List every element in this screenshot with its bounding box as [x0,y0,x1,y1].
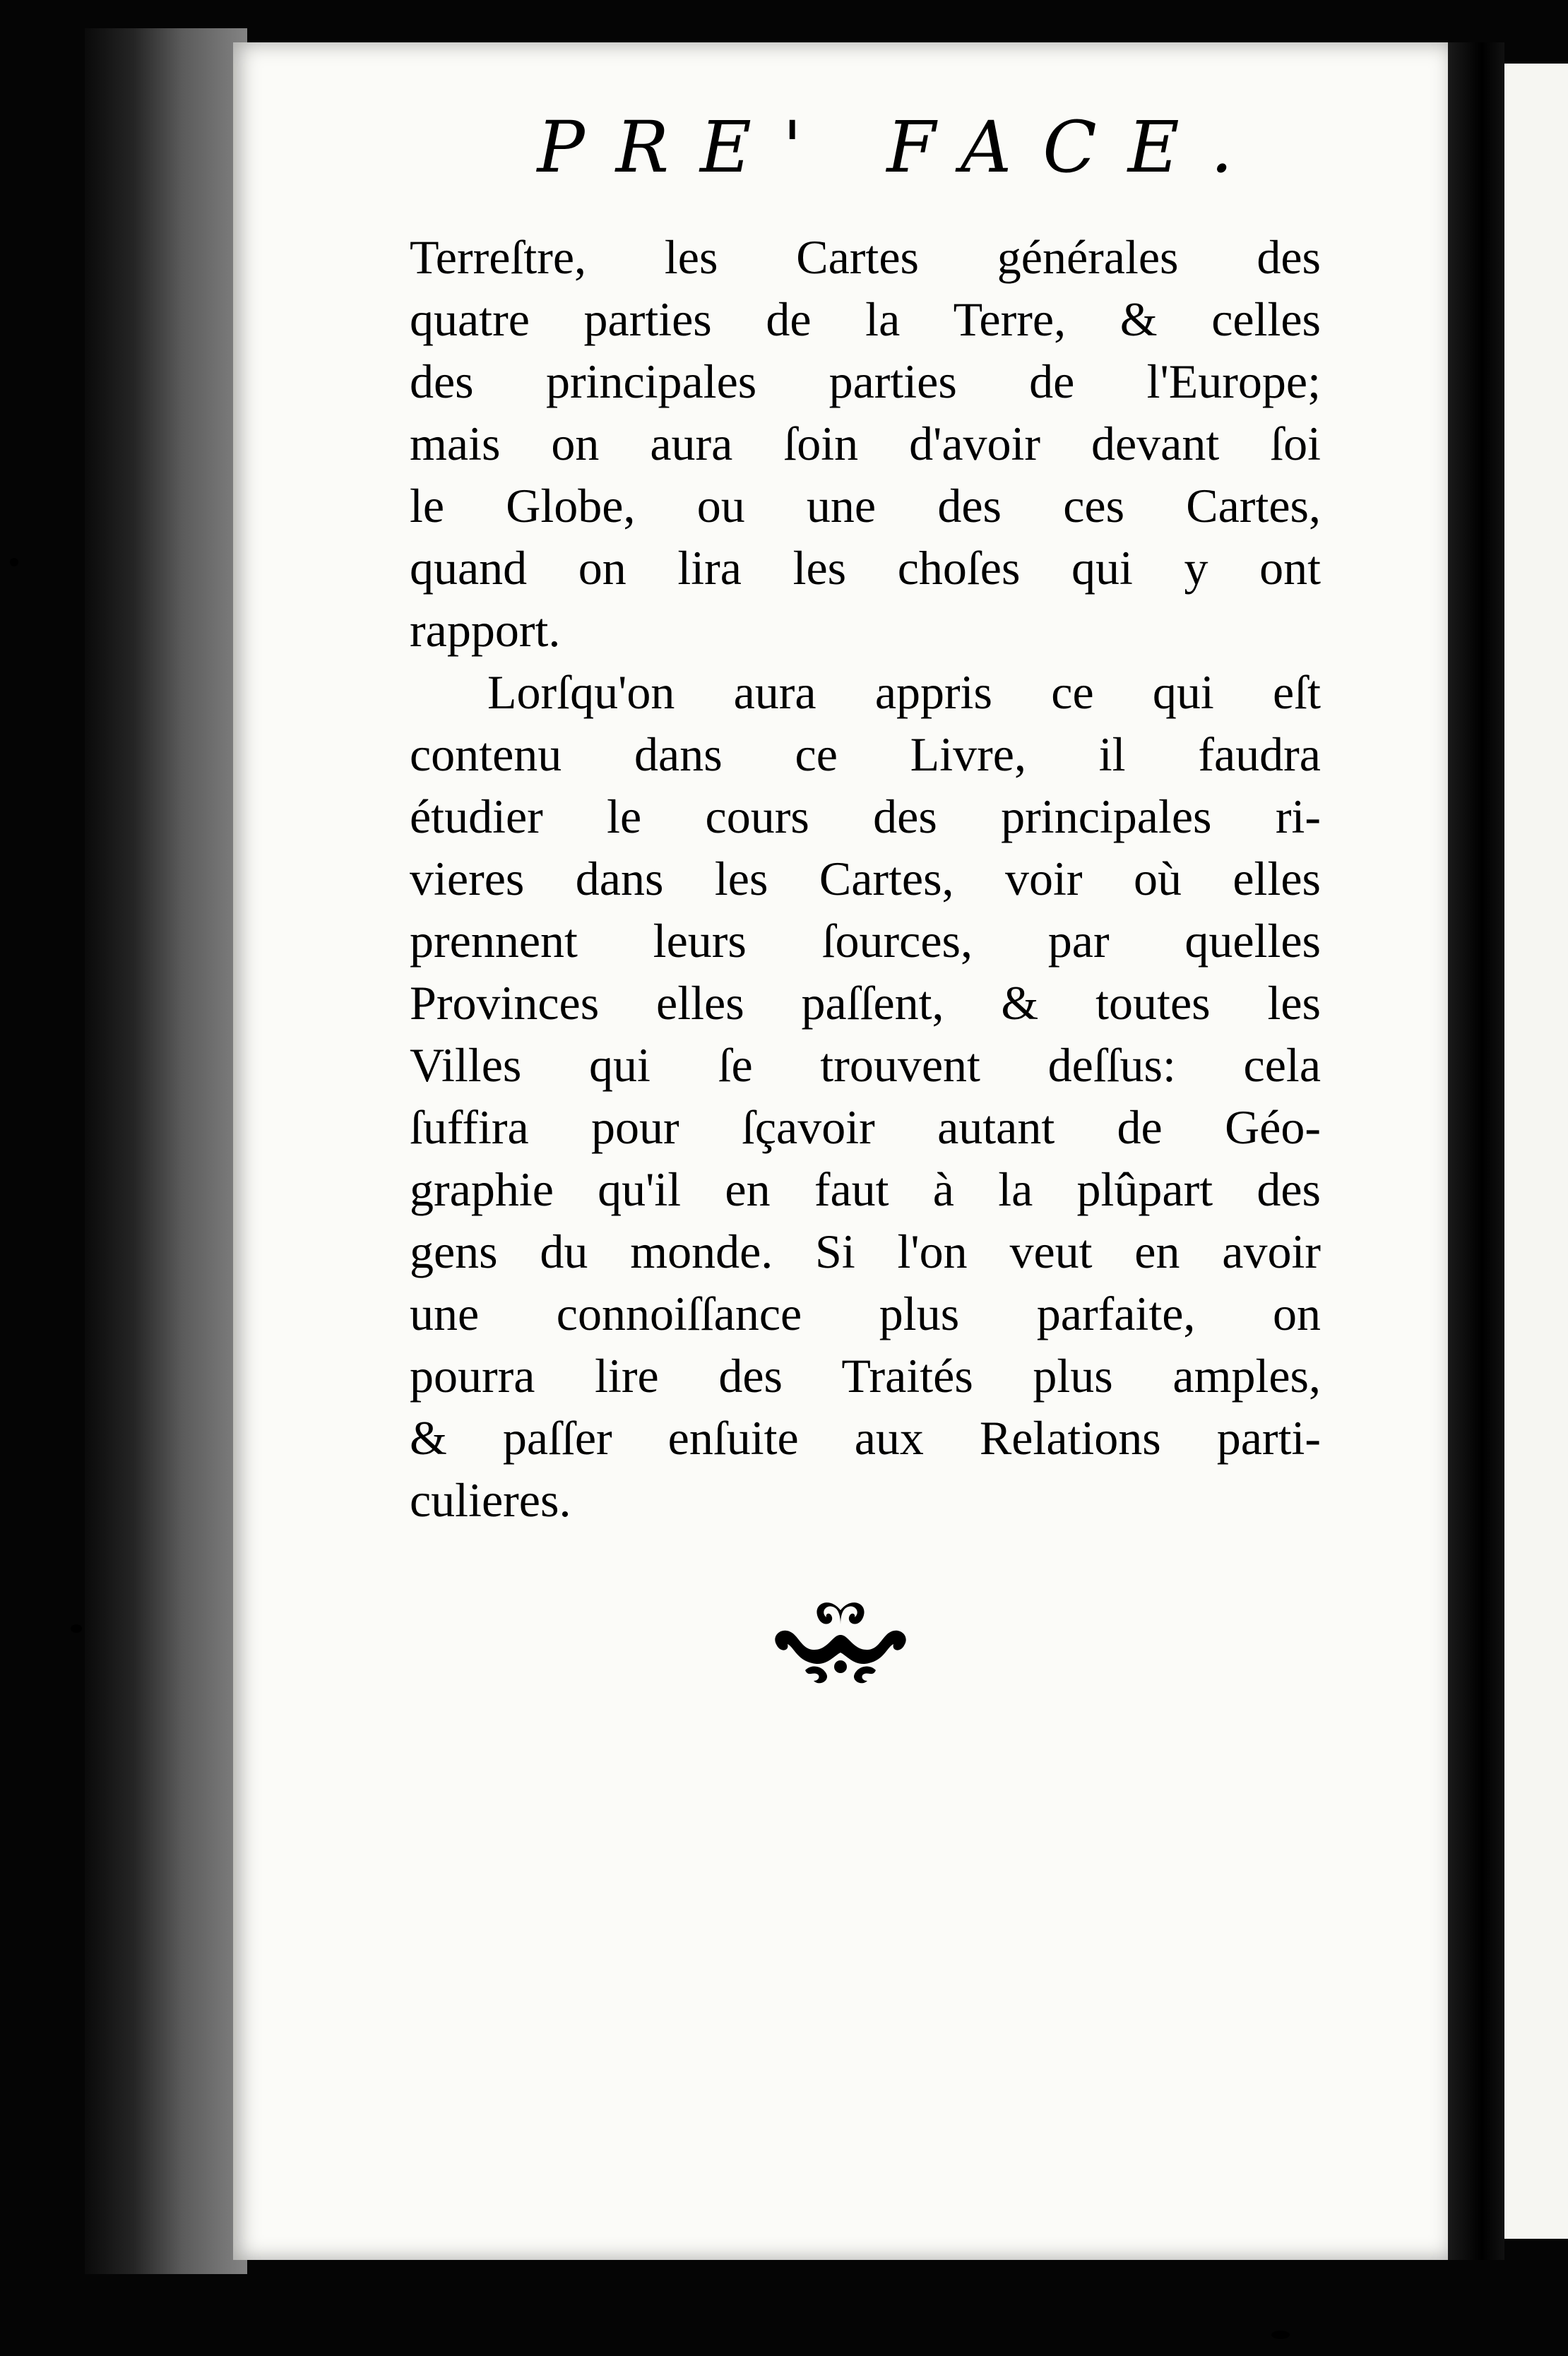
text-line: étudier le cours des principales ri- [410,790,1321,843]
text-line: ſuffira pour ſçavoir autant de Géo- [410,1100,1321,1154]
facing-page-edge [1504,64,1568,2239]
text-line: prennent leurs ſources, par quelles [410,914,1321,968]
page-gutter [1448,42,1504,2260]
text-line: culieres. [410,1473,571,1527]
text-line: Terreſtre, les Cartes générales des [410,230,1321,284]
text-line: des principales parties de l'Europe; [410,355,1321,408]
book-binding-margin [85,28,247,2274]
text-line: Provinces elles paſſent, & toutes les [410,976,1321,1030]
text-line: gens du monde. Si l'on veut en avoir [410,1225,1321,1278]
text-line: pourra lire des Traités plus amples, [410,1349,1321,1403]
text-line: quand on lira les choſes qui y ont [410,541,1321,595]
running-header: PRE' FACE. [537,106,1264,189]
preface-text-block [410,226,1321,1531]
text-line: mais on aura ſoin d'avoir devant ſoi [410,417,1321,470]
text-line: rapport. [410,603,561,657]
text-line: une connoiſſance plus parfaite, on [410,1287,1321,1340]
scan-speck [1271,2331,1290,2339]
scan-speck [71,1624,82,1633]
text-line: graphie qu'il en faut à la plûpart des [410,1162,1321,1216]
text-line: contenu dans ce Livre, il faudra [410,727,1321,781]
text-line: & paſſer enſuite aux Relations parti- [410,1411,1321,1465]
scan-speck [10,558,18,566]
text-line: vieres dans les Cartes, voir où elles [410,852,1321,905]
fleuron-ornament-icon [763,1596,918,1688]
text-line: Villes qui ſe trouvent deſſus: cela [410,1038,1321,1092]
text-line: quatre parties de la Terre, & celles [410,292,1321,346]
text-line: le Globe, ou une des ces Cartes, [410,479,1321,533]
text-line: Lorſqu'on aura appris ce qui eſt [487,665,1321,719]
